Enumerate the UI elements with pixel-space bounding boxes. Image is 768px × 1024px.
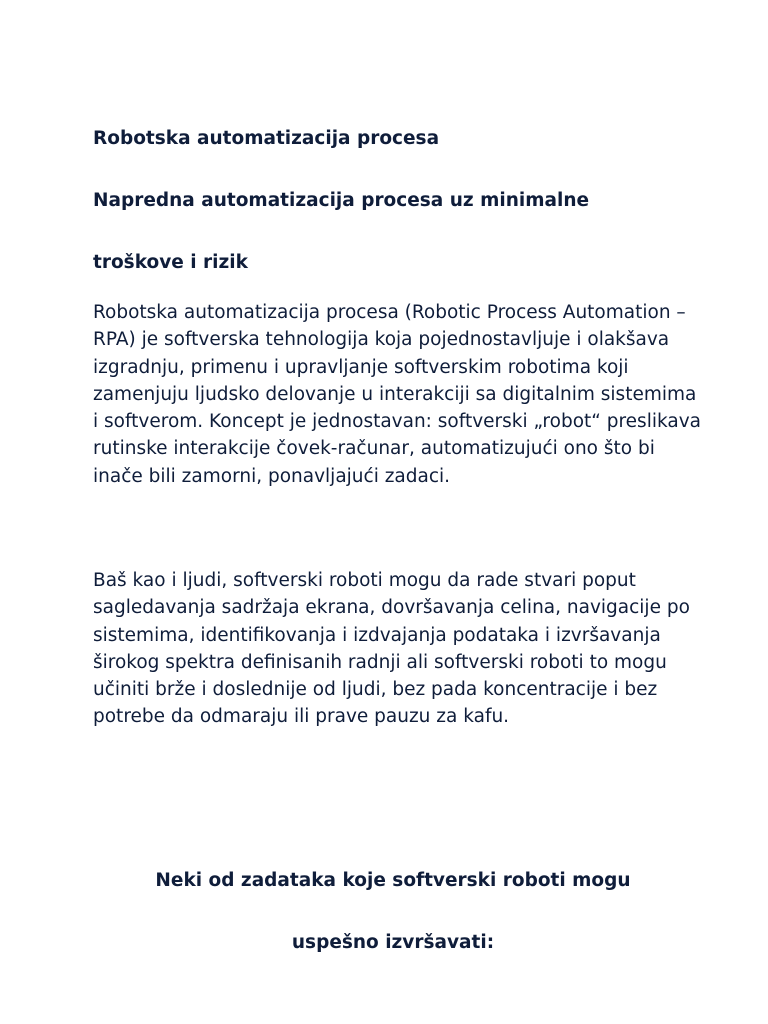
subtitle-line-1: Napredna automatizacija procesa uz minimalne [93,190,590,211]
page-title: Robotska automatizacija procesa [93,128,440,149]
section-heading-line-1: Neki od zadataka koje softverski roboti mogu [155,870,631,891]
section-heading-line-2: uspešno izvršavati: [291,932,495,953]
intro-paragraph: Robotska automatizacija procesa (Robotic Process Automation – RPA) je softverska tehnologija koja pojednostavljuje i olakšava izgradnju, primenu i upravljanje softverskim robotima koji zamenjuju ljudsko delovanje u interakciji sa digitalnim sistemima i softverom. Koncept je jednostavan: softverski „robot“ preslikava rutinske interakcije čovek-računar, automatizujući ono što bi inače bili zamorni, ponavljajući zadaci. [93,302,701,487]
subtitle-line-2: troškove i rizik [93,252,248,273]
robots-paragraph: Baš kao i ljudi, softverski roboti mogu da rade stvari poput sagledavanja sadržaja ekrana, dovršavanja celina, navigacije po sistemima, identifikovanja i izdvajanja podataka i izvršavanja širokog spektra definisanih radnji ali softverski roboti to mogu učiniti brže i doslednije od ljudi, bez pada koncentracije i bez potrebe da odmaraju ili prave pauzu za kafu. [93,570,690,728]
document-page [93,0,703,1024]
